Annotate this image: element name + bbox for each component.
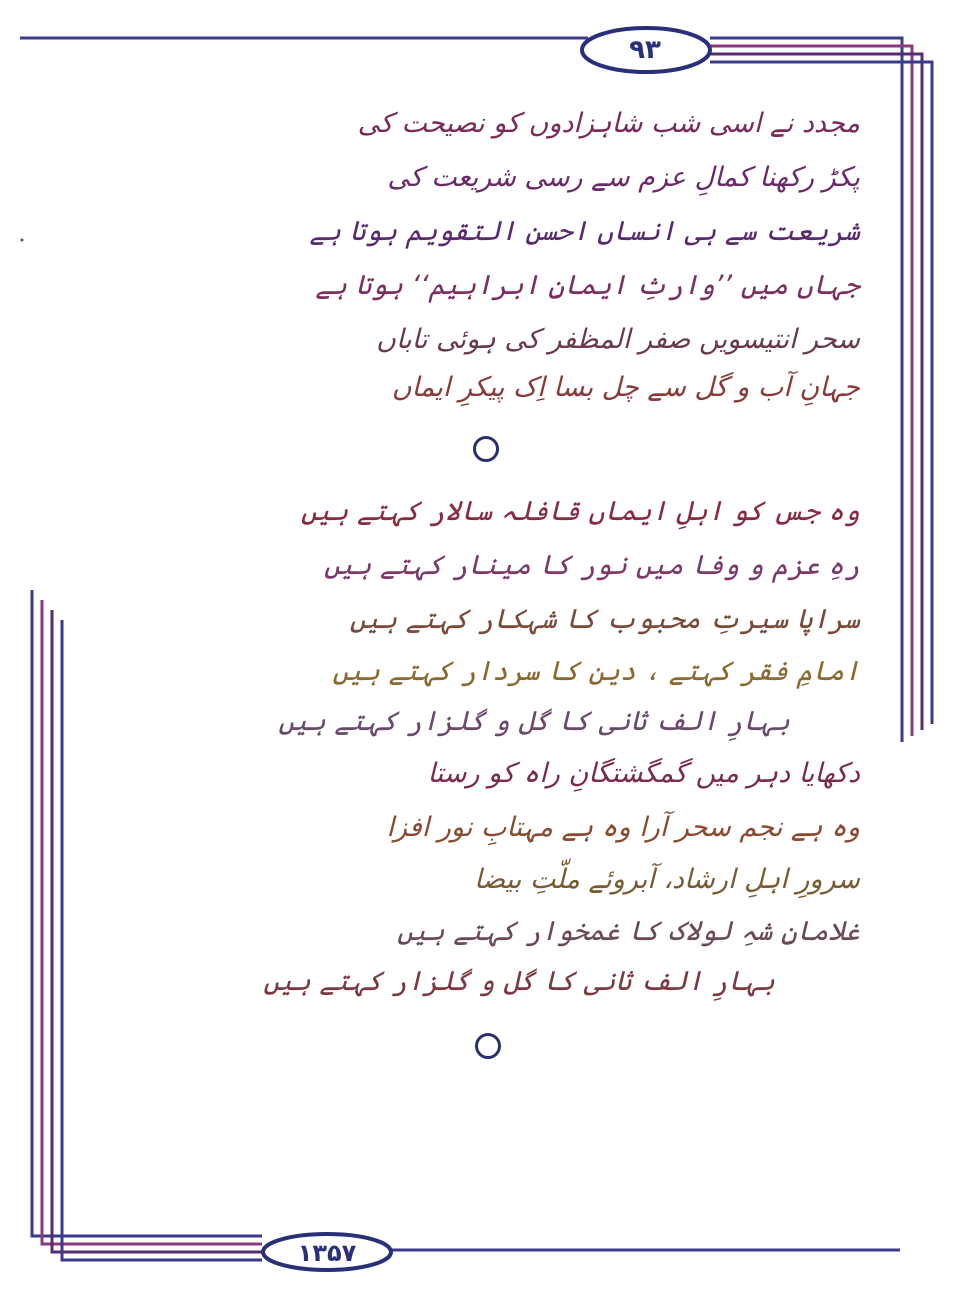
verse-line: جہاں میں ’’وارثِ ایمانِ ابراہیم‘‘ ہوتا ہے — [315, 270, 860, 301]
top-page-number: ۹۳ — [629, 35, 661, 65]
verse-line: سراپا سیرتِ محبوب کا شہکار کہتے ہیں — [349, 604, 860, 635]
verse-line: غلامانِ شہِ لولاک کا غمخوار کہتے ہیں — [397, 916, 860, 947]
verse-line: سحر انتیسویں صفر المظفر کی ہوئی تاباں — [376, 324, 860, 355]
verse-line: وہ ہے نجم سحر آرا وہ ہے مہتابِ نور افزا — [386, 812, 860, 843]
verse-line: بہارِ الف ثانی کا گل و گلزار کہتے ہیں — [263, 966, 775, 997]
verse-line: رہِ عزم و وفا میں نور کا مینار کہتے ہیں — [323, 550, 860, 581]
verse-line: وہ جس کو اہلِ ایماں قافلہ سالار کہتے ہیں — [300, 496, 860, 527]
verse-line: امامِ فقر کہتے ، دین کا سردار کہتے ہیں — [332, 656, 860, 687]
verse-line: دکھایا دہر میں گمگشتگانِ راہ کو رستا — [427, 758, 860, 789]
verse-line: پکڑ رکھنا کمالِ عزم سے رسی شریعت کی — [387, 162, 860, 193]
verse-line: مجدد نے اسی شب شاہزادوں کو نصیحت کی — [357, 108, 860, 139]
stanza-separator-circle — [475, 1033, 501, 1059]
bottom-page-number: ۱۳۵۷ — [297, 1239, 357, 1267]
verse-line: جہانِ آب و گل سے چل بسا اِک پیکرِ ایماں — [391, 372, 860, 403]
verse-line: شریعت سے ہی انساں احسن التقویم ہوتا ہے — [309, 216, 860, 247]
verse-line: بہارِ الف ثانی کا گل و گلزار کہتے ہیں — [278, 706, 790, 737]
stanza-separator-circle — [473, 436, 499, 462]
verse-line: سرورِ اہلِ ارشاد، آبروئے ملّتِ بیضا — [474, 864, 860, 895]
